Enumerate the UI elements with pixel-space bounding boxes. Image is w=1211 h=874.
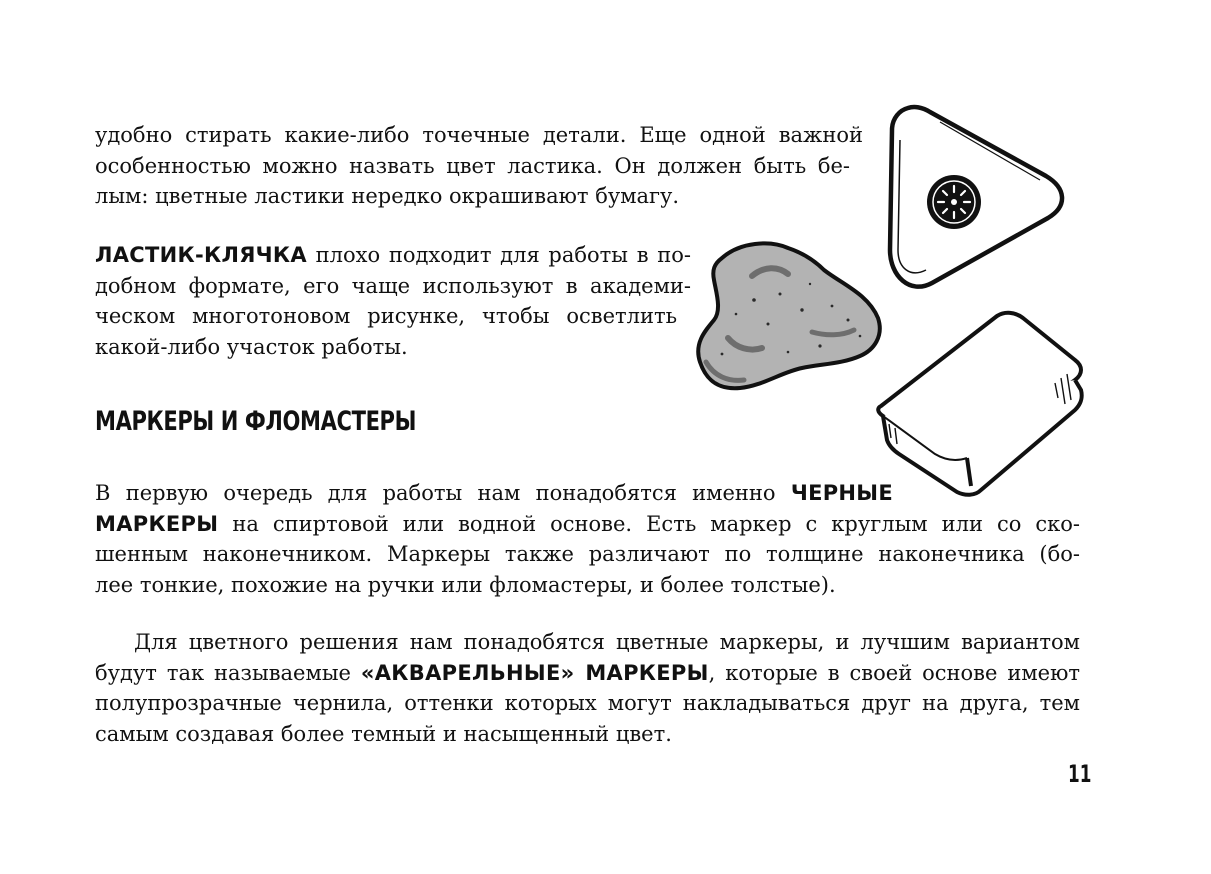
text-line: лым: цветные ластики нередко окрашивают бумагу. [95,184,680,208]
text-line: удобно стирать какие-либо точечные детали. Еще одной важной [95,123,863,147]
text-line: лее тонкие, похожие на ручки или фломастеры, и более толстые). [95,572,836,597]
keyword-kneaded-eraser: ЛАСТИК-КЛЯЧКА [95,243,307,267]
text-line: особенностью можно назвать цвет ластика. Он должен быть бе- [95,153,850,178]
keyword-markers: МАРКЕРЫ [95,511,219,536]
text-line: шенным наконечником. Маркеры также различают по толщине наконечника (бо- [95,542,1080,566]
text-line: добном формате, его чаще используют в академи- [95,273,691,298]
text-fragment: , которые в своей основе имеют [708,660,1081,685]
paragraph-eraser-details [95,120,863,212]
text-line [95,658,1080,689]
paragraph-kneaded-eraser [95,240,695,362]
text-line: какой-либо участок работы. [95,334,408,359]
keyword-black: ЧЕРНЫЕ [790,481,893,505]
kneaded-eraser-icon [692,236,887,396]
keyword-watercolor-markers: «АКВАРЕЛЬНЫЕ» МАРКЕРЫ [360,660,709,685]
text-fragment: плохо подходит для работы в по- [306,243,691,267]
text-line [95,478,893,509]
section-heading: МАРКЕРЫ И ФЛОМАСТЕРЫ [95,406,417,437]
triangle-eraser-icon [880,100,1070,300]
paragraph-watercolor-markers [95,627,1080,749]
text-fragment: будут так называемые [95,660,361,685]
text-line: самым создавая более темный и насыщенный цвет. [95,721,672,746]
text-line [95,240,691,271]
text-line [95,509,1080,540]
text-line: полупрозрачные чернила, оттенки которых могут накладываться друг на друга, тем [95,691,1080,715]
page-number: 11 [1068,760,1092,788]
block-eraser-icon [875,308,1090,498]
text-line: ческом многотоновом рисунке, чтобы осветлить [95,304,677,328]
text-fragment: В первую очередь для работы нам понадобятся именно [95,481,791,505]
text-fragment: на спиртовой или водной основе. Есть маркер с круглым или со ско- [218,511,1080,536]
text-line: Для цветного решения нам понадобятся цветные маркеры, и лучшим вариантом [134,630,1080,654]
